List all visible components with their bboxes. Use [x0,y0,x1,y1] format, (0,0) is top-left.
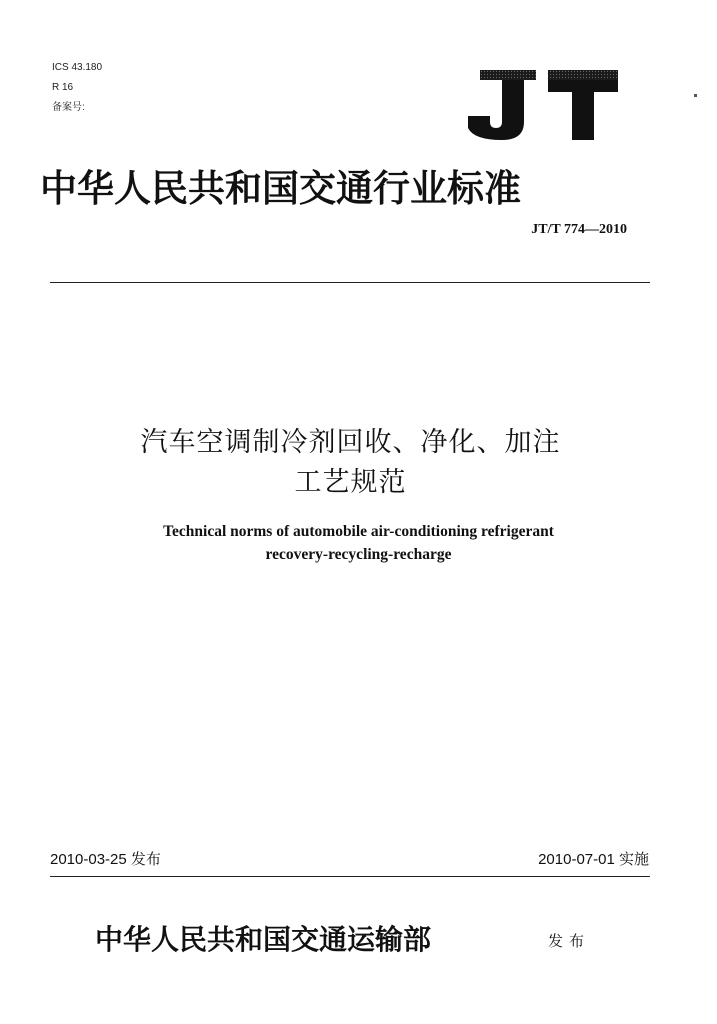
implementation-date: 2010-07-01 实施 [538,851,649,868]
chinese-title-line-2: 工艺规范 [294,467,407,498]
filing-number-label: 备案号: [52,102,85,113]
metadata-block [52,58,102,118]
english-title-line-2: recovery-recycling-recharge [265,546,452,563]
bottom-divider [50,876,650,877]
ics-code: ICS 43.180 [52,62,103,73]
scan-mark [694,94,697,97]
chinese-title-line-1: 汽车空调制冷剂回收、净化、加注 [140,427,561,458]
standard-number: JT/T 774—2010 [531,222,627,237]
top-divider [50,282,650,283]
category-code: R 16 [52,82,74,93]
logo-letter-j [468,70,536,140]
issue-action: 发布 [548,932,591,950]
jt-logo [462,70,622,140]
logo-letter-t [548,70,618,140]
english-title-line-1: Technical norms of automobile air-conditioning refrigerant [163,523,554,540]
issue-date: 2010-03-25 发布 [50,851,161,868]
standard-title: 中华人民共和国交通行业标准 [40,166,521,210]
issuing-authority: 中华人民共和国交通运输部 [95,923,432,956]
